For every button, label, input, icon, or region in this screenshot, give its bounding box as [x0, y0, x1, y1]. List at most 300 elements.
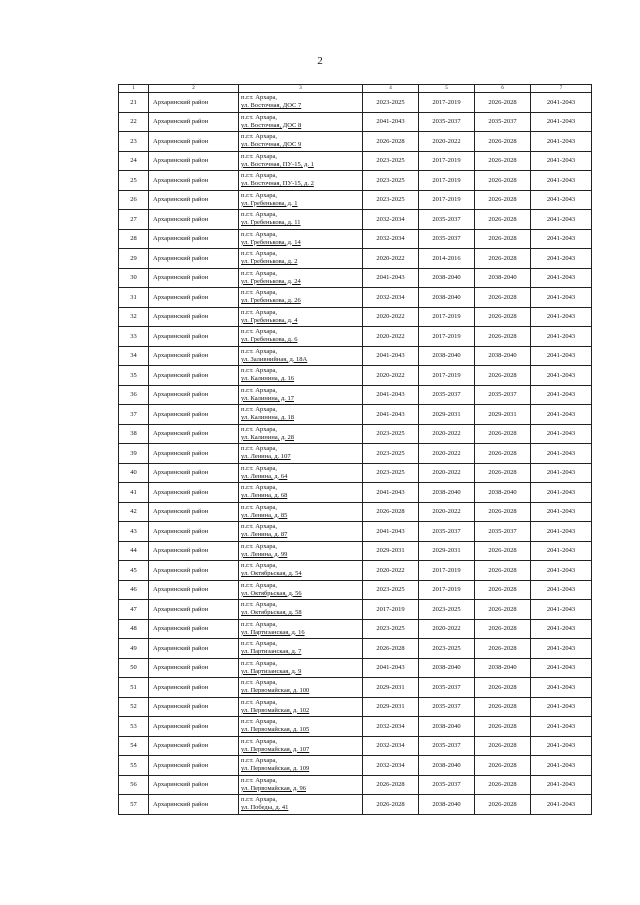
table-row	[119, 307, 592, 327]
table-row	[119, 346, 592, 366]
address-cell	[239, 385, 363, 405]
period-col7-cell: 2041-2043	[531, 483, 592, 503]
street-address-text: ул. Первомайская, д. 102	[241, 706, 310, 714]
table-row	[119, 639, 592, 659]
table-row	[119, 444, 592, 464]
district-cell: Архаринский район	[149, 756, 239, 776]
period-col7-cell: 2041-2043	[531, 756, 592, 776]
district-cell: Архаринский район	[149, 288, 239, 308]
table-row	[119, 463, 592, 483]
district-cell: Архаринский район	[149, 639, 239, 659]
row-number-cell: 29	[119, 249, 149, 269]
street-address-text: ул. Первомайская, д. 100	[241, 687, 310, 695]
period-col4-cell: 2020-2022	[363, 327, 419, 347]
row-number-cell: 43	[119, 522, 149, 542]
period-col5-cell: 2023-2025	[419, 639, 475, 659]
settlement-text: п.г.т. Архара,	[241, 640, 278, 648]
period-col6-cell: 2035-2037	[475, 385, 531, 405]
settlement-text: п.г.т. Архара,	[241, 601, 278, 609]
period-col7-cell: 2041-2043	[531, 580, 592, 600]
period-col4-cell: 2023-2025	[363, 424, 419, 444]
address-cell	[239, 775, 363, 795]
street-address-text: ул. Октябрьская, д. 56	[241, 589, 302, 597]
period-col6-cell: 2026-2028	[475, 697, 531, 717]
table-row	[119, 93, 592, 113]
period-col6-cell: 2026-2028	[475, 463, 531, 483]
period-col5-cell: 2017-2019	[419, 307, 475, 327]
period-col5-cell: 2035-2037	[419, 775, 475, 795]
period-col6-cell: 2038-2040	[475, 268, 531, 288]
period-col6-cell: 2026-2028	[475, 151, 531, 171]
period-col4-cell: 2029-2031	[363, 697, 419, 717]
street-address-text: ул. Восточная, ДОС 9	[241, 141, 302, 149]
period-col5-cell: 2035-2037	[419, 385, 475, 405]
district-cell: Архаринский район	[149, 795, 239, 815]
row-number-cell: 53	[119, 717, 149, 737]
district-cell: Архаринский район	[149, 658, 239, 678]
settlement-text: п.г.т. Архара,	[241, 211, 278, 219]
period-col7-cell: 2041-2043	[531, 775, 592, 795]
street-address-text: ул. Калинина, д. 16	[241, 375, 294, 383]
period-col6-cell: 2035-2037	[475, 522, 531, 542]
street-address-text: ул. Ленина, д. 107	[241, 453, 291, 461]
period-col5-cell: 2029-2031	[419, 405, 475, 425]
street-address-text: ул. Гребенькова, д. 6	[241, 336, 298, 344]
settlement-text: п.г.т. Архара,	[241, 620, 278, 628]
address-cell	[239, 717, 363, 737]
district-cell: Архаринский район	[149, 775, 239, 795]
settlement-text: п.г.т. Архара,	[241, 581, 278, 589]
table-row	[119, 658, 592, 678]
period-col5-cell: 2020-2022	[419, 424, 475, 444]
district-cell: Архаринский район	[149, 424, 239, 444]
period-col5-cell: 2035-2037	[419, 522, 475, 542]
period-col6-cell: 2026-2028	[475, 736, 531, 756]
address-cell	[239, 541, 363, 561]
period-col6-cell: 2026-2028	[475, 249, 531, 269]
period-col5-cell: 2020-2022	[419, 444, 475, 464]
period-col4-cell: 2023-2025	[363, 190, 419, 210]
street-address-text: ул. Гребенькова, д. 24	[241, 277, 301, 285]
period-col7-cell: 2041-2043	[531, 697, 592, 717]
period-col4-cell: 2032-2034	[363, 210, 419, 230]
period-col5-cell: 2017-2019	[419, 190, 475, 210]
address-cell	[239, 112, 363, 132]
street-address-text: ул. Восточная, ПУ-15, д. 1	[241, 160, 314, 168]
column-number-cell: 1	[119, 85, 149, 93]
settlement-text: п.г.т. Архара,	[241, 133, 278, 141]
period-col4-cell: 2041-2043	[363, 522, 419, 542]
address-cell	[239, 756, 363, 776]
district-cell: Архаринский район	[149, 405, 239, 425]
period-col6-cell: 2026-2028	[475, 307, 531, 327]
period-col7-cell: 2041-2043	[531, 268, 592, 288]
period-col4-cell: 2041-2043	[363, 658, 419, 678]
address-cell	[239, 366, 363, 386]
street-address-text: ул. Калинина, д. 28	[241, 433, 294, 441]
page-number: 2	[317, 55, 323, 67]
period-col4-cell: 2023-2025	[363, 580, 419, 600]
period-col4-cell: 2026-2028	[363, 775, 419, 795]
period-col5-cell: 2029-2031	[419, 541, 475, 561]
street-address-text: ул. Первомайская, д. 105	[241, 726, 310, 734]
settlement-text: п.г.т. Архара,	[241, 406, 278, 414]
district-cell: Архаринский район	[149, 327, 239, 347]
table-row	[119, 561, 592, 581]
row-number-cell: 40	[119, 463, 149, 483]
settlement-text: п.г.т. Архара,	[241, 113, 278, 121]
table-row	[119, 580, 592, 600]
address-cell	[239, 736, 363, 756]
table-row	[119, 385, 592, 405]
address-cell	[239, 190, 363, 210]
row-number-cell: 34	[119, 346, 149, 366]
table-row	[119, 327, 592, 347]
period-col6-cell: 2026-2028	[475, 717, 531, 737]
address-cell	[239, 639, 363, 659]
period-col7-cell: 2041-2043	[531, 366, 592, 386]
street-address-text: ул. Ленина, д. 99	[241, 550, 288, 558]
period-col6-cell: 2026-2028	[475, 639, 531, 659]
district-cell: Архаринский район	[149, 619, 239, 639]
period-col6-cell: 2026-2028	[475, 756, 531, 776]
period-col6-cell: 2026-2028	[475, 619, 531, 639]
period-col4-cell: 2023-2025	[363, 619, 419, 639]
district-cell: Архаринский район	[149, 307, 239, 327]
street-address-text: ул. Первомайская, д. 107	[241, 745, 310, 753]
district-cell: Архаринский район	[149, 522, 239, 542]
column-number-cell: 4	[363, 85, 419, 93]
period-col4-cell: 2020-2022	[363, 561, 419, 581]
period-col6-cell: 2026-2028	[475, 561, 531, 581]
street-address-text: ул. Восточная, ДОС 7	[241, 102, 302, 110]
period-col7-cell: 2041-2043	[531, 210, 592, 230]
street-address-text: ул. Восточная, ПУ-15, д. 2	[241, 180, 314, 188]
period-col6-cell: 2026-2028	[475, 600, 531, 620]
district-cell: Архаринский район	[149, 717, 239, 737]
table-row	[119, 541, 592, 561]
row-number-cell: 21	[119, 93, 149, 113]
table-row	[119, 171, 592, 191]
address-cell	[239, 307, 363, 327]
street-address-text: ул. Гребенькова, д. 1	[241, 199, 298, 207]
row-number-cell: 36	[119, 385, 149, 405]
table-row	[119, 190, 592, 210]
settlement-text: п.г.т. Архара,	[241, 328, 278, 336]
table-row	[119, 268, 592, 288]
row-number-cell: 44	[119, 541, 149, 561]
period-col6-cell: 2026-2028	[475, 210, 531, 230]
table-row	[119, 775, 592, 795]
row-number-cell: 32	[119, 307, 149, 327]
period-col4-cell: 2017-2019	[363, 600, 419, 620]
address-cell	[239, 229, 363, 249]
table-row	[119, 288, 592, 308]
street-address-text: ул. Октябрьская, д. 58	[241, 609, 302, 617]
row-number-cell: 25	[119, 171, 149, 191]
settlement-text: п.г.т. Архара,	[241, 659, 278, 667]
period-col7-cell: 2041-2043	[531, 502, 592, 522]
row-number-cell: 50	[119, 658, 149, 678]
district-cell: Архаринский район	[149, 502, 239, 522]
street-address-text: ул. Гребенькова, д. 14	[241, 238, 301, 246]
period-col5-cell: 2038-2040	[419, 756, 475, 776]
district-cell: Архаринский район	[149, 210, 239, 230]
period-col7-cell: 2041-2043	[531, 288, 592, 308]
period-col5-cell: 2017-2019	[419, 151, 475, 171]
period-col7-cell: 2041-2043	[531, 541, 592, 561]
street-address-text: ул. Гребенькова, д. 26	[241, 297, 301, 305]
period-col4-cell: 2041-2043	[363, 405, 419, 425]
period-col7-cell: 2041-2043	[531, 795, 592, 815]
settlement-text: п.г.т. Архара,	[241, 776, 278, 784]
district-cell: Архаринский район	[149, 561, 239, 581]
row-number-cell: 27	[119, 210, 149, 230]
period-col5-cell: 2020-2022	[419, 463, 475, 483]
period-col4-cell: 2023-2025	[363, 151, 419, 171]
period-col5-cell: 2017-2019	[419, 366, 475, 386]
period-col7-cell: 2041-2043	[531, 151, 592, 171]
street-address-text: ул. Октябрьская, д. 54	[241, 570, 302, 578]
settlement-text: п.г.т. Архара,	[241, 484, 278, 492]
period-col7-cell: 2041-2043	[531, 385, 592, 405]
period-col6-cell: 2038-2040	[475, 346, 531, 366]
period-col4-cell: 2023-2025	[363, 444, 419, 464]
period-col6-cell: 2026-2028	[475, 327, 531, 347]
address-cell	[239, 93, 363, 113]
street-address-text: ул. Гребенькова, д. 4	[241, 316, 298, 324]
housing-repair-schedule-table	[118, 84, 592, 815]
street-address-text: ул. Первомайская, д. 96	[241, 784, 306, 792]
period-col7-cell: 2041-2043	[531, 444, 592, 464]
table-row	[119, 132, 592, 152]
street-address-text: ул. Гребенькова, д. 11	[241, 219, 301, 227]
period-col7-cell: 2041-2043	[531, 658, 592, 678]
address-cell	[239, 600, 363, 620]
district-cell: Архаринский район	[149, 229, 239, 249]
period-col4-cell: 2029-2031	[363, 678, 419, 698]
table-row	[119, 717, 592, 737]
period-col5-cell: 2035-2037	[419, 112, 475, 132]
period-col4-cell: 2041-2043	[363, 483, 419, 503]
address-cell	[239, 346, 363, 366]
period-col6-cell: 2029-2031	[475, 405, 531, 425]
period-col6-cell: 2038-2040	[475, 658, 531, 678]
period-col4-cell: 2020-2022	[363, 307, 419, 327]
period-col7-cell: 2041-2043	[531, 561, 592, 581]
district-cell: Архаринский район	[149, 697, 239, 717]
period-col4-cell: 2032-2034	[363, 288, 419, 308]
row-number-cell: 22	[119, 112, 149, 132]
district-cell: Архаринский район	[149, 580, 239, 600]
row-number-cell: 57	[119, 795, 149, 815]
settlement-text: п.г.т. Архара,	[241, 542, 278, 550]
row-number-cell: 47	[119, 600, 149, 620]
period-col5-cell: 2035-2037	[419, 678, 475, 698]
period-col4-cell: 2029-2031	[363, 541, 419, 561]
period-col5-cell: 2017-2019	[419, 561, 475, 581]
period-col7-cell: 2041-2043	[531, 600, 592, 620]
period-col5-cell: 2038-2040	[419, 483, 475, 503]
period-col7-cell: 2041-2043	[531, 93, 592, 113]
address-cell	[239, 171, 363, 191]
district-cell: Архаринский район	[149, 678, 239, 698]
period-col7-cell: 2041-2043	[531, 132, 592, 152]
address-cell	[239, 268, 363, 288]
period-col6-cell: 2026-2028	[475, 580, 531, 600]
column-number-cell: 6	[475, 85, 531, 93]
street-address-text: ул. Ленина, д. 68	[241, 492, 288, 500]
period-col5-cell: 2035-2037	[419, 229, 475, 249]
table-row	[119, 151, 592, 171]
period-col4-cell: 2023-2025	[363, 171, 419, 191]
period-col5-cell: 2014-2016	[419, 249, 475, 269]
period-col6-cell: 2026-2028	[475, 190, 531, 210]
district-cell: Архаринский район	[149, 483, 239, 503]
period-col7-cell: 2041-2043	[531, 249, 592, 269]
period-col4-cell: 2023-2025	[363, 93, 419, 113]
settlement-text: п.г.т. Архара,	[241, 367, 278, 375]
period-col7-cell: 2041-2043	[531, 327, 592, 347]
settlement-text: п.г.т. Архара,	[241, 269, 278, 277]
table-row	[119, 502, 592, 522]
district-cell: Архаринский район	[149, 385, 239, 405]
period-col4-cell: 2026-2028	[363, 502, 419, 522]
period-col4-cell: 2032-2034	[363, 736, 419, 756]
row-number-cell: 31	[119, 288, 149, 308]
period-col5-cell: 2038-2040	[419, 717, 475, 737]
period-col5-cell: 2017-2019	[419, 171, 475, 191]
row-number-cell: 23	[119, 132, 149, 152]
period-col6-cell: 2026-2028	[475, 229, 531, 249]
period-col4-cell: 2041-2043	[363, 268, 419, 288]
district-cell: Архаринский район	[149, 444, 239, 464]
row-number-cell: 37	[119, 405, 149, 425]
address-cell	[239, 697, 363, 717]
period-col4-cell: 2032-2034	[363, 756, 419, 776]
address-cell	[239, 561, 363, 581]
period-col4-cell: 2041-2043	[363, 112, 419, 132]
district-cell: Архаринский район	[149, 268, 239, 288]
period-col7-cell: 2041-2043	[531, 112, 592, 132]
period-col5-cell: 2038-2040	[419, 795, 475, 815]
settlement-text: п.г.т. Архара,	[241, 562, 278, 570]
period-col5-cell: 2017-2019	[419, 93, 475, 113]
column-number-cell: 7	[531, 85, 592, 93]
street-address-text: ул. Ленина, д. 85	[241, 511, 288, 519]
period-col4-cell: 2020-2022	[363, 249, 419, 269]
period-col5-cell: 2035-2037	[419, 697, 475, 717]
district-cell: Архаринский район	[149, 93, 239, 113]
settlement-text: п.г.т. Архара,	[241, 94, 278, 102]
period-col7-cell: 2041-2043	[531, 619, 592, 639]
period-col7-cell: 2041-2043	[531, 736, 592, 756]
address-cell	[239, 327, 363, 347]
period-col5-cell: 2017-2019	[419, 580, 475, 600]
row-number-cell: 28	[119, 229, 149, 249]
period-col6-cell: 2038-2040	[475, 483, 531, 503]
settlement-text: п.г.т. Архара,	[241, 230, 278, 238]
period-col5-cell: 2020-2022	[419, 619, 475, 639]
period-col7-cell: 2041-2043	[531, 190, 592, 210]
settlement-text: п.г.т. Архара,	[241, 796, 278, 804]
period-col4-cell: 2032-2034	[363, 229, 419, 249]
address-cell	[239, 151, 363, 171]
table-row	[119, 795, 592, 815]
row-number-cell: 49	[119, 639, 149, 659]
table-row	[119, 210, 592, 230]
period-col4-cell: 2026-2028	[363, 795, 419, 815]
period-col7-cell: 2041-2043	[531, 405, 592, 425]
period-col6-cell: 2026-2028	[475, 424, 531, 444]
street-address-text: ул. Первомайская, д. 109	[241, 765, 310, 773]
settlement-text: п.г.т. Архара,	[241, 386, 278, 394]
address-cell	[239, 795, 363, 815]
settlement-text: п.г.т. Архара,	[241, 308, 278, 316]
table-row	[119, 600, 592, 620]
row-number-cell: 51	[119, 678, 149, 698]
address-cell	[239, 580, 363, 600]
table-row	[119, 405, 592, 425]
street-address-text: ул. Партизанская, д. 16	[241, 628, 305, 636]
table-row	[119, 112, 592, 132]
row-number-cell: 38	[119, 424, 149, 444]
settlement-text: п.г.т. Архара,	[241, 737, 278, 745]
period-col5-cell: 2020-2022	[419, 132, 475, 152]
period-col6-cell: 2026-2028	[475, 541, 531, 561]
period-col4-cell: 2020-2022	[363, 366, 419, 386]
row-number-cell: 46	[119, 580, 149, 600]
row-number-cell: 45	[119, 561, 149, 581]
settlement-text: п.г.т. Архара,	[241, 347, 278, 355]
street-address-text: ул. Партизанская, д. 7	[241, 648, 302, 656]
settlement-text: п.г.т. Архара,	[241, 250, 278, 258]
period-col6-cell: 2026-2028	[475, 444, 531, 464]
settlement-text: п.г.т. Архара,	[241, 172, 278, 180]
settlement-text: п.г.т. Архара,	[241, 191, 278, 199]
street-address-text: ул. Гребенькова, д. 2	[241, 258, 298, 266]
period-col7-cell: 2041-2043	[531, 229, 592, 249]
row-number-cell: 26	[119, 190, 149, 210]
period-col4-cell: 2041-2043	[363, 385, 419, 405]
address-cell	[239, 210, 363, 230]
row-number-cell: 24	[119, 151, 149, 171]
period-col5-cell: 2038-2040	[419, 288, 475, 308]
column-number-header-row	[119, 85, 592, 93]
period-col5-cell: 2038-2040	[419, 658, 475, 678]
address-cell	[239, 619, 363, 639]
district-cell: Архаринский район	[149, 600, 239, 620]
address-cell	[239, 405, 363, 425]
period-col4-cell: 2023-2025	[363, 463, 419, 483]
period-col4-cell: 2026-2028	[363, 132, 419, 152]
address-cell	[239, 522, 363, 542]
period-col7-cell: 2041-2043	[531, 463, 592, 483]
settlement-text: п.г.т. Архара,	[241, 152, 278, 160]
row-number-cell: 56	[119, 775, 149, 795]
street-address-text: ул. Калинина, д. 18	[241, 414, 294, 422]
address-cell	[239, 249, 363, 269]
period-col6-cell: 2026-2028	[475, 132, 531, 152]
street-address-text: ул. Ленина, д. 87	[241, 531, 288, 539]
period-col7-cell: 2041-2043	[531, 171, 592, 191]
address-cell	[239, 502, 363, 522]
period-col7-cell: 2041-2043	[531, 678, 592, 698]
settlement-text: п.г.т. Архара,	[241, 679, 278, 687]
settlement-text: п.г.т. Архара,	[241, 718, 278, 726]
row-number-cell: 35	[119, 366, 149, 386]
period-col6-cell: 2026-2028	[475, 93, 531, 113]
